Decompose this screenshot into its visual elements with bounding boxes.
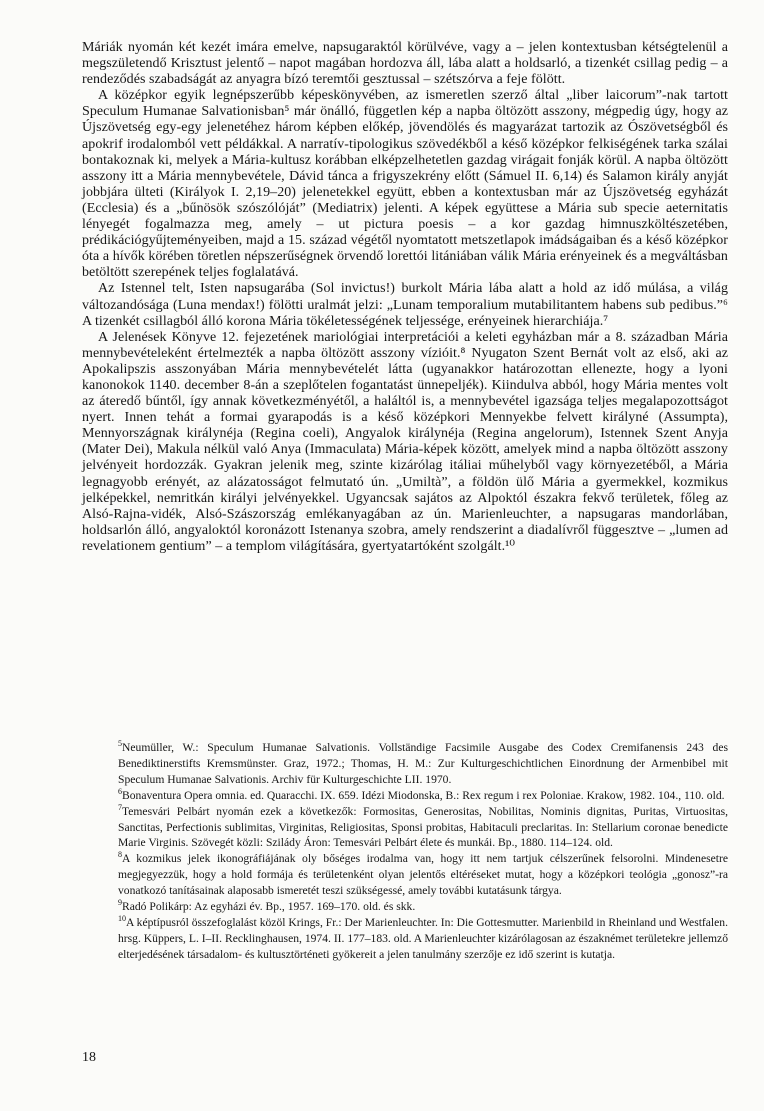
- paragraph-1: Máriák nyomán két kezét imára emelve, napsugaraktól körülvéve, vagy a – jelen kontextusban kétségtelenül a megszületendő Krisztust jelentő – napot magában hordozva áll, lába alatt a holdsarló, a tizenkét csillag pedig – a rendeződés szabadságát az anyagra bízó teremtői gesztussal – szétszórva a feje fölött.: [82, 40, 728, 88]
- footnote-5: [118, 740, 728, 788]
- footnote-9: [118, 899, 728, 915]
- footnote-text: A képtípusról összefoglalást közöl Krings, Fr.: Der Marienleuchter. In: Die Gottesmutter. Marienbild in Rheinland und Westfalen. hrsg. Küppers, L. I–II. Recklinghausen, 1974. II. 177–183. old. A Marienleuchter kizárólagosan az északnémet területekre jellemző elterjedésének társadalom- és kultusztörténeti gyökereit a jelen tanulmány szerzője ez idő szerint is kutatja.: [118, 915, 728, 961]
- page-number: 18: [82, 1050, 96, 1065]
- footnote-number: 8: [118, 850, 122, 860]
- main-text: [82, 40, 728, 555]
- footnote-number: 5: [118, 739, 122, 749]
- footnotes: [118, 740, 728, 963]
- footnote-text: Temesvári Pelbárt nyomán ezek a következők: Formositas, Generositas, Nobilitas, Nominis dignitas, Puritas, Virtuositas, Sanctitas, Perfectionis sublimitas, Virginitas, Religiositas, Sponsi probitas, Habitaculi preclaritas. In: Stellarium coronae benedicte Marie Virginis. Szövegét közli: Sziládу Áron: Temesvári Pelbárt élete és munkái. Bp., 1880. 114–124. old.: [118, 804, 728, 850]
- footnote-10: [118, 915, 728, 963]
- footnote-text: Bonaventura Opera omnia. ed. Quaracchi. IX. 659. Idézi Miodonska, B.: Rex regum i rex Poloniae. Krakow, 1982. 104., 110. old.: [122, 788, 725, 802]
- footnote-text: Radó Polikárp: Az egyházi év. Bp., 1957. 169–170. old. és skk.: [122, 900, 416, 914]
- footnote-number: 6: [118, 786, 122, 796]
- footnote-6: [118, 788, 728, 804]
- footnote-number: 7: [118, 802, 122, 812]
- footnote-text: A kozmikus jelek ikonográfiájának oly bőséges irodalma van, hogy itt nem tartjuk célszerűnek felsorolni. Mindenesetre megjegyezzük, hogy a hold formája és területenként olyan jelentős eltéréseket mutat, hogy a középkori teológia „gonosz”-ra vonatkozó tanításainak alaposabb ismeretét teszi szükségessé, amely további kutatásunk tárgya.: [118, 852, 728, 898]
- paragraph-3: Az Istennel telt, Isten napsugarába (Sol invictus!) burkolt Mária lába alatt a hold az idő múlása, a világ változandósága (Luna mendax!) fölötti uralmát jelzi: „Lunam temporalium mutabilitantem habens sub pedibus.”⁶ A tizenkét csillagból álló korona Mária tökéletességének teljessége, erényeinek hierarchiája.⁷: [82, 281, 728, 329]
- footnote-text: Neumüller, W.: Speculum Humanae Salvationis. Vollständige Facsimile Ausgabe des Codex Cremifanensis 243 des Benediktinerstifts Kremsmünster. Graz, 1972.; Thomas, H. M.: Zur Kulturgeschichtlichen Einordnung der Armenbibel mit Speculum Humanae Salvationis. Archiv für Kulturgeschichte LII. 1970.: [118, 741, 728, 786]
- paragraph-2: A középkor egyik legnépszerűbb képeskönyvében, az ismeretlen szerző által „liber laicorum”-nak tartott Speculum Humanae Salvationisban⁵ már önálló, független kép a napba öltözött asszony, mégpedig úgy, hogy az Újszövetség egy-egy jelenetéhez három képben előkép, jövendölés és magyarázat tartozik az Ószövetségből és apokrif irodalomból vett példákkal. A narratív-tipologikus szövedékből a késő középkor felkiségének tarka szálai bontakoznak ki, melyek a Mária-kultusz korábban elképzelhetetlen gazdag virágait fonják körül. A napba öltözött asszony itt a Mária mennybevétele, Dávid tánca a frigyszekrény előtt (Sámuel II. 6,14) és Salamon király anyját jobbjára ülteti (Királyok I. 2,19–20) jelenetekkel együtt, ebben a kontextusban már az Újszövetség egyházát (Ecclesia) és a „bűnösök szószólóját” (Mediatrix) jelenti. A képek együttese a Mária sub specie aeternitatis lényegét fogalmazza meg, amely – ut pictura poesis – a kor gazdag himnuszköltészetében, prédikációgyűjteményeiben, majd a 15. század végétől nyomtatott metszetlapok imádságaiban és a késő középkor óta a hívők körében töretlen népszerűségnek örvendő lorettói litániában válik Mária erényeinek és a megváltásban betöltött szerepének teljes foglalatává.: [82, 88, 728, 281]
- paragraph-4: A Jelenések Könyve 12. fejezetének mariológiai interpretációi a keleti egyházban már a 8. században Mária mennybevételeként értelmezték a napba öltözött asszony vízióit.⁸ Nyugaton Szent Bernát volt az első, aki az Apokalipszis asszonyában Mária mennybevételét látta (ugyanakkor határozottan ellenezte, hogy a lyoni kanonokok 1140. december 8-án a szeplőtelen fogantatást ünnepeljék). Kiindulva abból, hogy Mária mentes volt az áteredő bűntől, így annak következményétől, a haláltól is, a mennybevétel igazsága teljes megalapozottságot nyert. Innen tehát a formai gyarapodás is a késő középkori Mennyekbe felvett királyné (Assumpta), Mennyországnak királynéja (Regina coeli), Angyalok királynéja (Regina angelorum), Istennek Szent Anyja (Mater Dei), Makula nélkül való Anya (Immaculata) Mária-képek között, amelyek mind a napba öltözött asszony jelvényeit hordozzák. Gyakran jelenik meg, szinte kizárólag itáliai műhelyből vagy környezetéből, a Mária legnagyobb erényét, az alázatosságot felmutató ún. „Umiltà”, a földön ülő Mária a gyermekkel, kozmikus jelképekkel, nemritkán királyi jelvényekkel. Ugyancsak sajátos az Alpoktól északra fekvő területek, főleg az Alsó-Rajna-vidék, Alsó-Szászország emlékanyagában az ún. Marienleuchter, a napsugaras mandorlában, holdsarlón álló, angyaloktól koronázott Istenanya szobra, amely rendszerint a diadalívről függesztve – „lumen ad revelationem gentium” – a templom világítására, gyertyatartóként szolgált.¹⁰: [82, 329, 728, 554]
- footnote-number: 9: [118, 898, 122, 908]
- footnote-number: 10: [118, 914, 126, 924]
- footnote-8: [118, 851, 728, 899]
- footnote-7: [118, 804, 728, 852]
